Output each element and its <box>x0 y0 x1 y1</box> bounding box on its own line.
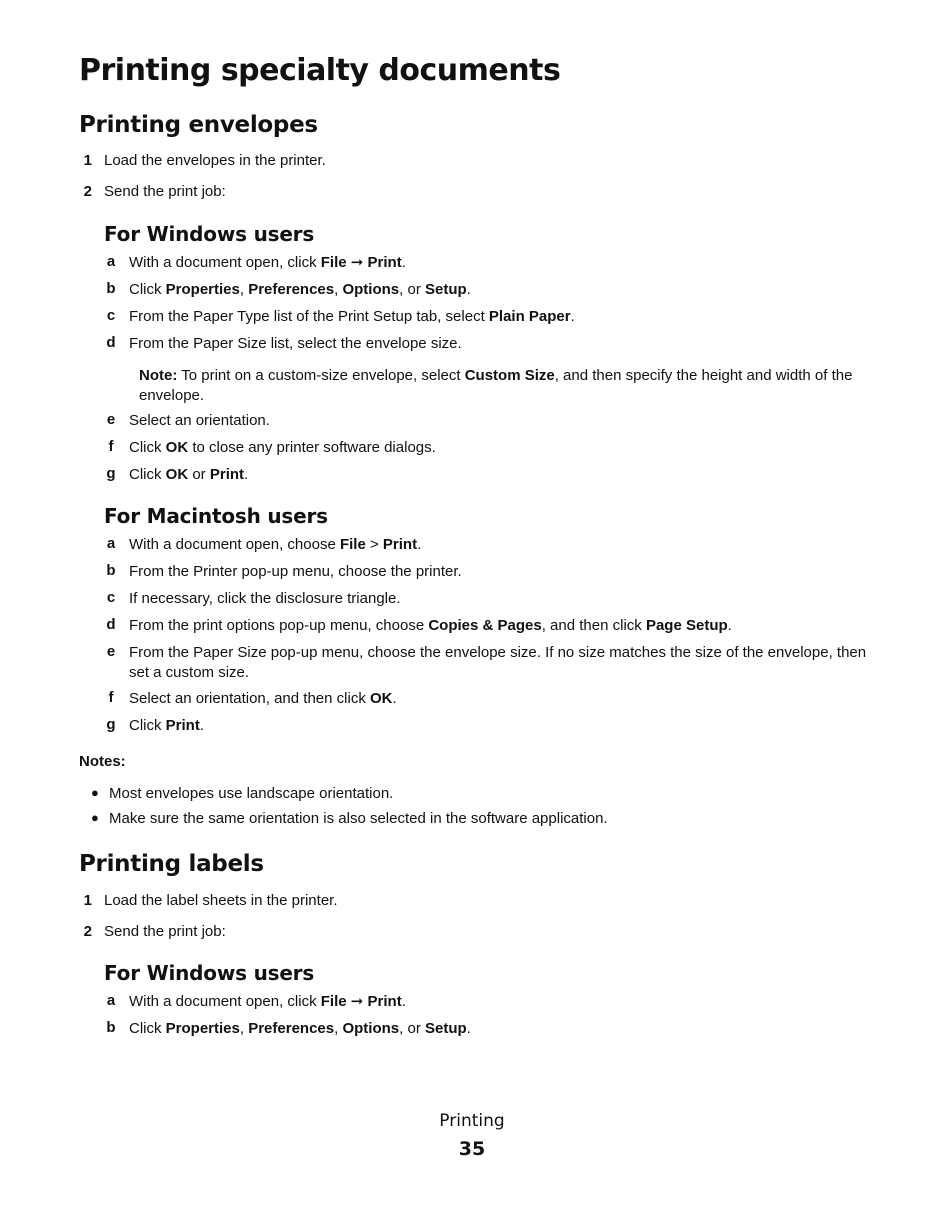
list-item: Most envelopes use landscape orientation. <box>109 785 394 802</box>
substep-text: Click OK to close any printer software dialogs. <box>129 439 436 456</box>
substep-letter: f <box>108 689 114 706</box>
step-text: Load the label sheets in the printer. <box>104 892 338 909</box>
list-item: Make sure the same orientation is also selected in the software application. <box>109 810 608 827</box>
substep-letter: d <box>106 334 116 351</box>
substep-text: From the Paper Size list, select the envelope size. <box>129 335 462 352</box>
substep-letter: a <box>106 992 116 1009</box>
substep-text: Click Print. <box>129 717 205 734</box>
page-number: 35 <box>458 1138 486 1160</box>
substep-letter: c <box>106 589 116 606</box>
note-paragraph: Note: To print on a custom-size envelope, select Custom Size, and then specify the height and width of the envelope. <box>139 367 853 404</box>
substep-text: With a document open, click File ➞ Print. <box>129 254 406 271</box>
substep-letter: e <box>106 411 116 428</box>
bullet-icon: ● <box>91 810 99 825</box>
substep-text: From the Printer pop-up menu, choose the printer. <box>129 563 462 580</box>
step-text: Load the envelopes in the printer. <box>104 152 326 169</box>
subsection-heading-windows: For Windows users <box>104 222 315 246</box>
substep-letter: a <box>106 535 116 552</box>
substep-text: From the Paper Size pop-up menu, choose the envelope size. If no size matches the size of the envelope, then set a custom size. <box>129 644 867 681</box>
substep-text: Select an orientation, and then click OK. <box>129 690 397 707</box>
step-number: 1 <box>83 152 92 169</box>
substep-text: With a document open, choose File > Print. <box>129 536 422 553</box>
substep-text: Click OK or Print. <box>129 466 249 483</box>
step-number: 2 <box>83 923 92 940</box>
substep-text: From the print options pop-up menu, choose Copies & Pages, and then click Page Setup. <box>129 617 732 634</box>
footer-section-name: Printing <box>439 1111 505 1131</box>
step-text: Send the print job: <box>104 183 226 200</box>
section-heading-labels: Printing labels <box>79 851 264 877</box>
substep-letter: e <box>106 643 116 660</box>
step-number: 2 <box>83 183 92 200</box>
notes-label: Notes: <box>79 753 126 770</box>
substep-letter: g <box>106 465 116 482</box>
bullet-icon: ● <box>91 785 99 800</box>
substep-text: Click Properties, Preferences, Options, or Setup. <box>129 281 471 298</box>
substep-letter: f <box>108 438 114 455</box>
substep-letter: d <box>106 616 116 633</box>
substep-letter: b <box>106 562 116 579</box>
step-text: Send the print job: <box>104 923 226 940</box>
subsection-heading-macintosh: For Macintosh users <box>104 504 328 528</box>
page-title: Printing specialty documents <box>79 53 561 88</box>
substep-text: Select an orientation. <box>129 412 270 429</box>
section-heading-envelopes: Printing envelopes <box>79 112 318 138</box>
substep-letter: a <box>106 253 116 270</box>
substep-letter: b <box>106 280 116 297</box>
substep-letter: g <box>106 716 116 733</box>
substep-text: With a document open, click File ➞ Print. <box>129 993 406 1010</box>
substep-text: If necessary, click the disclosure triangle. <box>129 590 401 607</box>
substep-text: Click Properties, Preferences, Options, or Setup. <box>129 1020 471 1037</box>
substep-text: From the Paper Type list of the Print Setup tab, select Plain Paper. <box>129 308 575 325</box>
subsection-heading-windows: For Windows users <box>104 961 315 985</box>
substep-letter: c <box>106 307 116 324</box>
substep-letter: b <box>106 1019 116 1036</box>
step-number: 1 <box>83 892 92 909</box>
